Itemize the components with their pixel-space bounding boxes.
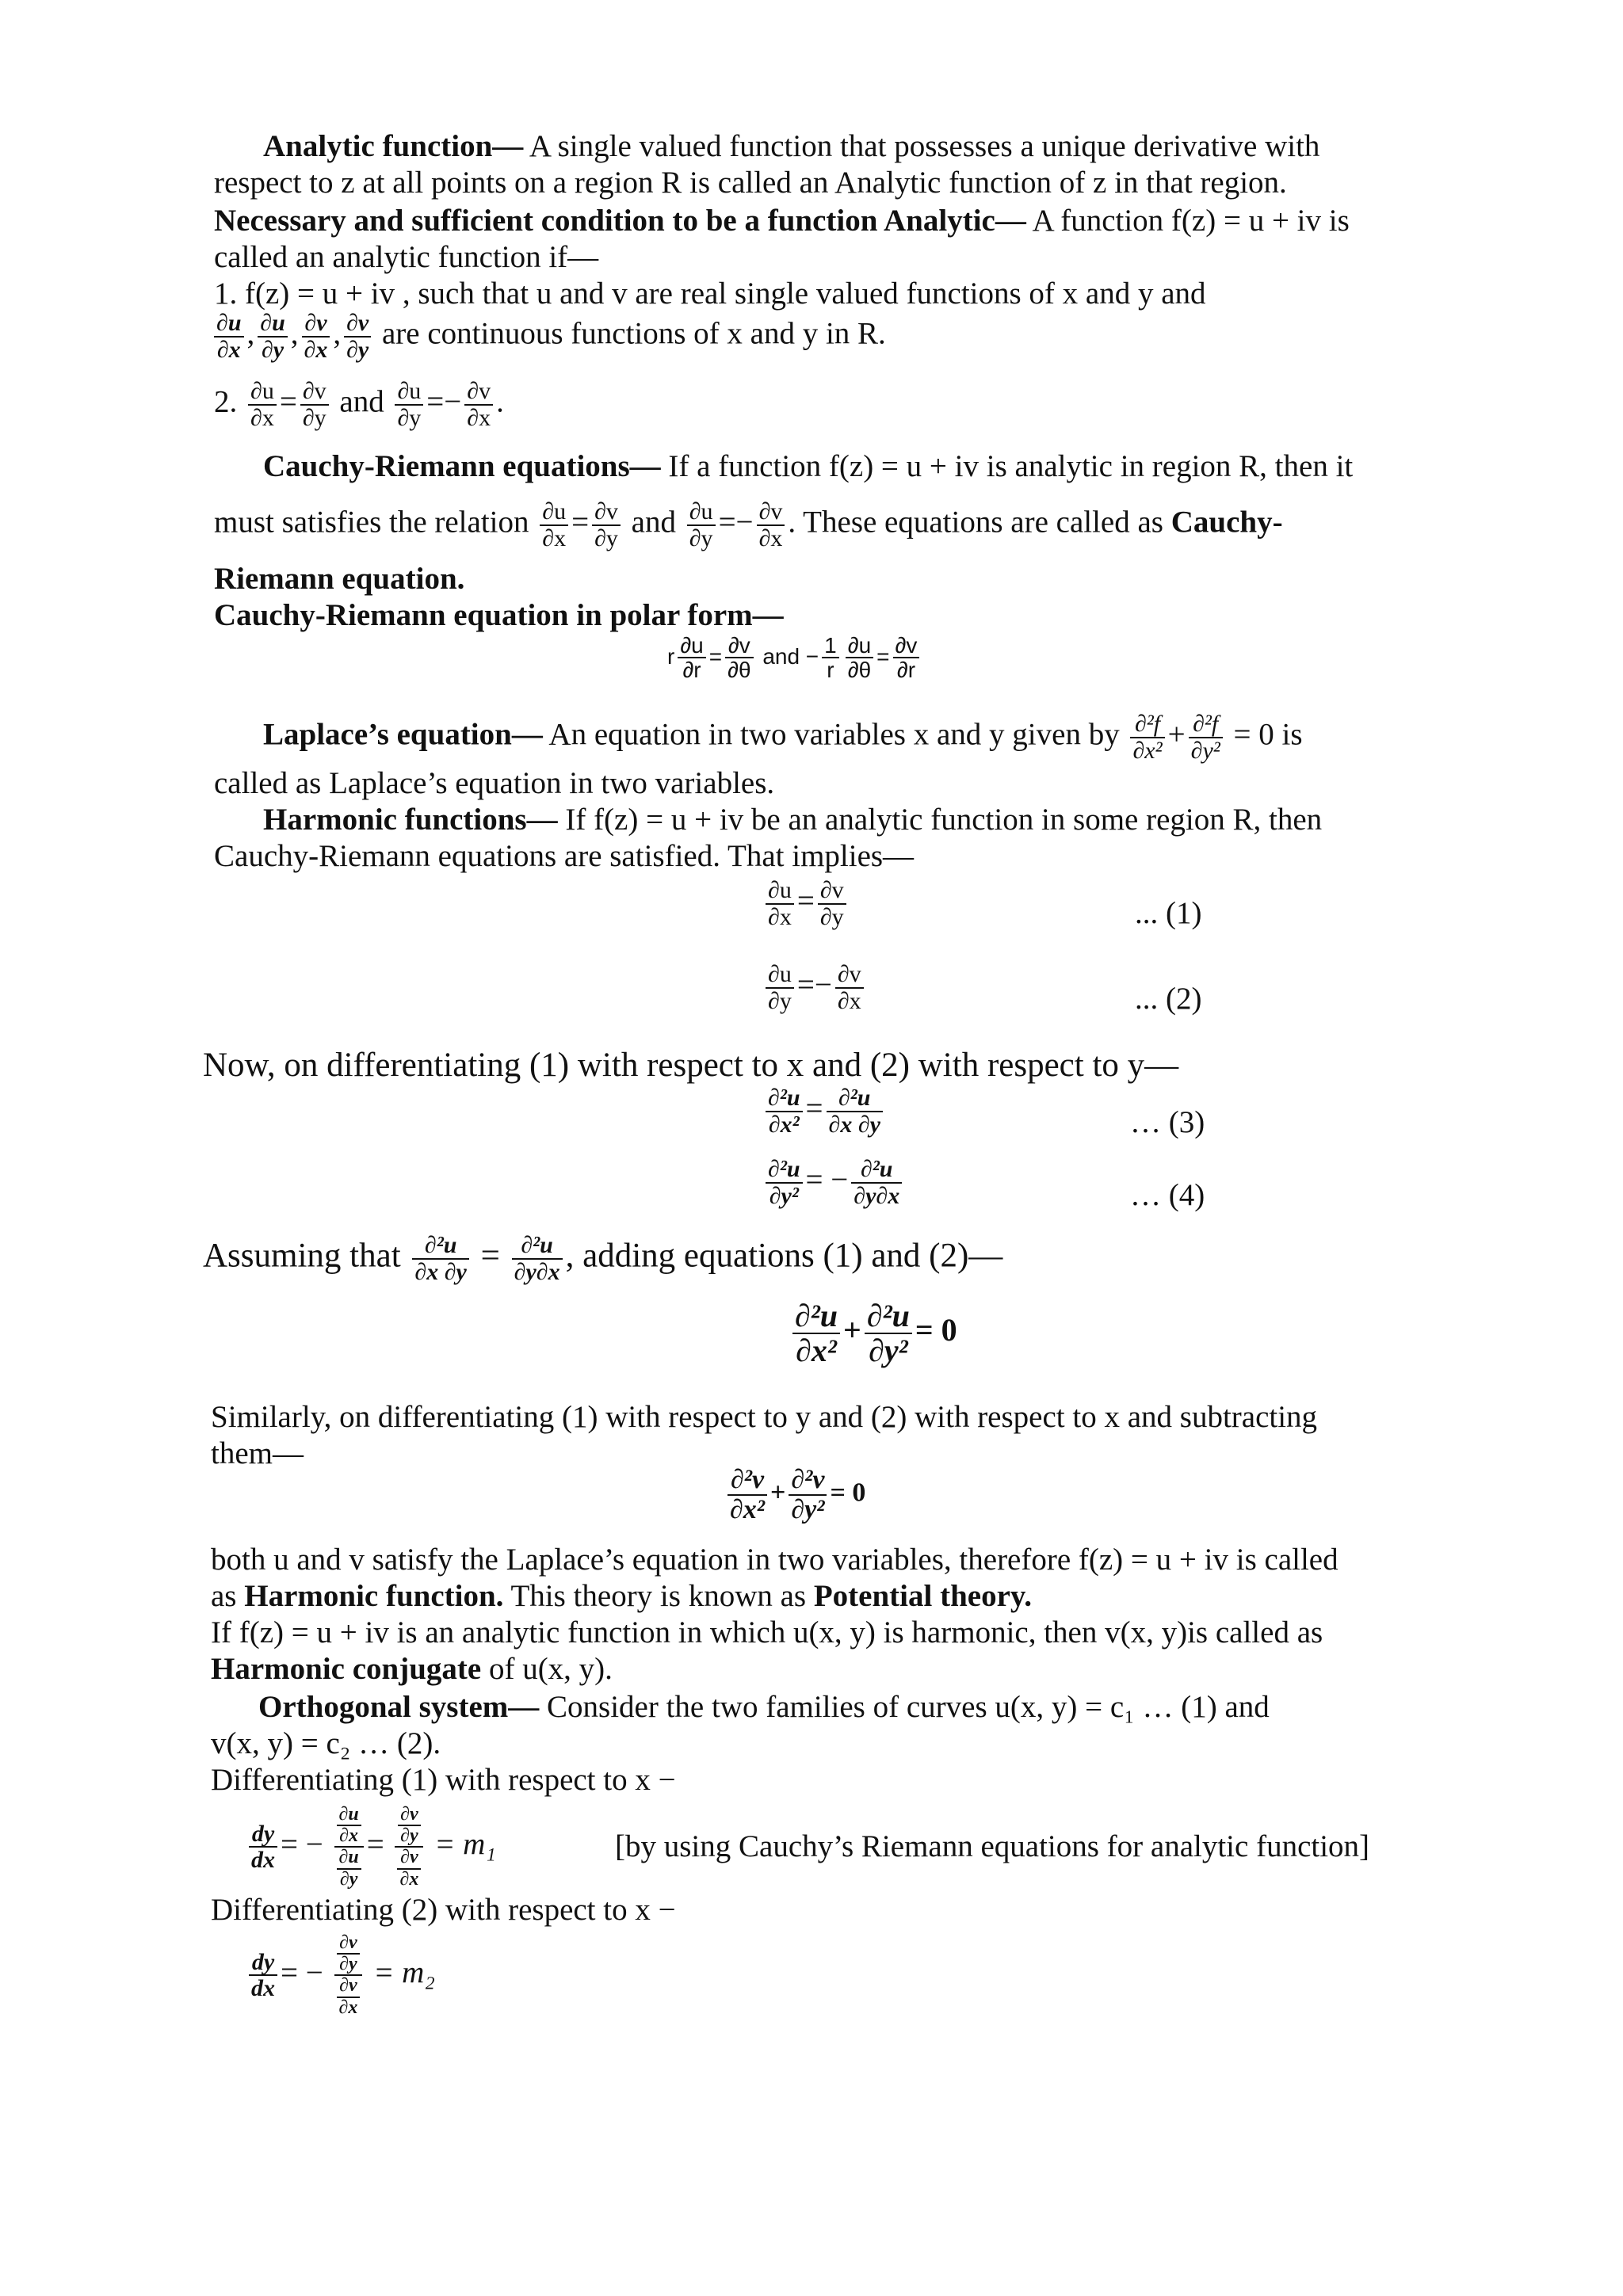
partial-u-x: $\frac{\partial u}{\partial x}$ — [214, 311, 244, 362]
condition-item-2: 2. $\frac{\partial u}{\partial x}$ = $\frac{\partial v}{\partial y}$ and $\frac{\partial u}{\partial y}$ =− $\frac{\partial v}{\partial x}$ . — [214, 378, 504, 431]
harmonic-eq-1: $\frac{\partial u}{\partial x}$ = $\frac{\partial v}{\partial y}$ — [762, 878, 850, 929]
condition-line-1 — [214, 203, 1350, 239]
partial-v-x: $\frac{\partial v}{\partial x}$ — [302, 311, 330, 362]
eq-label-3: … (3) — [1130, 1105, 1205, 1139]
harmonic-line-1: Harmonic functions— If f(z) = u + iv be an analytic function in some region R, then — [263, 803, 1323, 837]
analytic-term: Analytic function— — [263, 129, 524, 163]
laplace-line-1: Laplace’s equation— An equation in two variables x and y given by $\frac{\text{∂²f}}{\text{∂x²}}$ + $\frac{\text{∂²f}}{\text{∂y²}}$ = 0 is — [263, 711, 1303, 764]
condition-item-1: 1. f(z) = u + iv , such that u and v are real single valued functions of x and y and — [214, 277, 1206, 311]
laplace-v-equation: $\frac{\text{∂²v}}{\text{∂x²}}$ + $\frac{\text{∂²v}}{\text{∂y²}}$ = 0 — [724, 1466, 865, 1524]
polar-heading: Cauchy-Riemann equation in polar form— — [214, 598, 784, 632]
assume-line: Assuming that $\frac{\text{∂²u}}{\partial x \partial y}$ = $\frac{\text{∂²u}}{\partial y\partial x}$ , adding equations (1) and (2)— — [203, 1232, 1003, 1285]
eq-label-4: … (4) — [1130, 1178, 1205, 1212]
analytic-def-a: A single valued function that possesses a unique derivative with — [523, 129, 1320, 163]
harmonic-eq-2: $\frac{\partial u}{\partial y}$ =− $\frac{\partial v}{\partial x}$ — [762, 962, 867, 1013]
condition-item-1-partials: $\frac{\partial u}{\partial x}$ , $\frac{\partial u}{\partial y}$ , $\frac{\partial v}{\partial x}$ , $\frac{\partial v}{\partial y}$ are continuous functions of x and y in R. — [211, 311, 886, 362]
cr-eq-1: $\frac{\partial u}{\partial x}$ — [248, 379, 277, 430]
condition-text: A function f(z) = u + iv is — [1025, 204, 1350, 238]
conclusion-line-3: If f(z) = u + iv is an analytic function in which u(x, y) is harmonic, then v(x, y)is called as — [211, 1615, 1323, 1650]
cauchy-note: [by using Cauchy’s Riemann equations for analytic function] — [615, 1829, 1370, 1863]
conclusion-line-4: Harmonic conjugate of u(x, y). — [211, 1652, 613, 1686]
eq-label-1: ... (1) — [1135, 896, 1202, 930]
slope-m1-equation: $\frac{dy}{dx}$ = − $\frac{\frac{\partial u}{\partial x}}{\frac{\partial u}{\partial y}}$ = $\frac{\frac{\partial v}{\partial y}}{\frac{\partial v}{\partial x}}$ = m₁ — [246, 1805, 496, 1890]
slope-m2-equation: $\frac{dy}{dx}$ = − $\frac{\frac{\partial v}{\partial y}}{\frac{\partial v}{\partial x}}$ = m₂ — [246, 1933, 435, 2018]
harmonic-term: Harmonic functions— — [263, 803, 558, 837]
cauchy-line-2: must satisfies the relation $\frac{\partial u}{\partial x}$ = $\frac{\partial v}{\partial y}$ and $\frac{\partial u}{\partial y}$ =− $\frac{\partial v}{\partial x}$ . These equations are called as Cauchy- — [214, 498, 1283, 551]
condition-heading: Necessary and sufficient condition to be a function Analytic— — [214, 204, 1026, 238]
orthogonal-line-1: Orthogonal system— Consider the two families of curves u(x, y) = c₁ … (1) and — [258, 1690, 1270, 1724]
harmonic-eq-4: $\frac{\text{∂²u}}{\text{∂y²}}$ = − $\frac{\text{∂²u}}{\partial y\partial x}$ — [762, 1157, 905, 1208]
polar-equation: r $\frac{\partial u}{\partial r}$ = $\frac{\partial v}{\partial\theta}$ and − $\frac{1}{r}$ $\frac{\partial u}{\partial\theta}$ = $\frac{\partial v}{\partial r}$ — [667, 634, 922, 682]
eq-label-2: ... (2) — [1135, 982, 1202, 1016]
cauchy-line-3: Riemann equation. — [214, 562, 465, 596]
harmonic-line-2: Cauchy-Riemann equations are satisfied. That implies— — [214, 839, 915, 873]
laplace-line-2: called as Laplace’s equation in two variables. — [214, 766, 775, 800]
item1-tail: are continuous functions of x and y in R. — [382, 316, 886, 351]
laplace-term: Laplace’s equation— — [263, 717, 543, 752]
conclusion-line-1: both u and v satisfy the Laplace’s equation in two variables, therefore f(z) = u + iv is called — [211, 1543, 1338, 1577]
partial-u-y: $\frac{\partial u}{\partial y}$ — [258, 311, 288, 362]
similarly-line-1: Similarly, on differentiating (1) with respect to y and (2) with respect to x and subtracting — [211, 1400, 1318, 1434]
cauchy-term: Cauchy-Riemann equations— — [263, 449, 661, 483]
orthogonal-line-2: v(x, y) = c₂ … (2). — [211, 1726, 441, 1760]
cauchy-line-1: Cauchy-Riemann equations— If a function f(z) = u + iv is analytic in region R, then it — [263, 449, 1354, 483]
laplace-u-equation: $\frac{\text{∂²u}}{\text{∂x²}}$ + $\frac{\text{∂²u}}{\text{∂y²}}$ = 0 — [789, 1299, 957, 1367]
analytic-line-2: respect to z at all points on a region R is called an Analytic function of z in that region. — [214, 166, 1287, 200]
orthogonal-term: Orthogonal system— — [258, 1690, 540, 1724]
partial-v-y: $\frac{\partial v}{\partial y}$ — [344, 311, 371, 362]
orthogonal-diff-1: Differentiating (1) with respect to x − — [211, 1763, 676, 1797]
harmonic-eq-3: $\frac{\text{∂²u}}{\text{∂x²}}$ = $\frac{\text{∂²u}}{\partial x \partial y}$ — [762, 1085, 886, 1137]
similarly-line-2: them— — [211, 1436, 304, 1470]
conclusion-line-2: as Harmonic function. This theory is known as Potential theory. — [211, 1579, 1032, 1613]
diff-line: Now, on differentiating (1) with respect to x and (2) with respect to y— — [203, 1047, 1179, 1084]
condition-line-2: called an analytic function if— — [214, 240, 599, 274]
orthogonal-diff-2: Differentiating (2) with respect to x − — [211, 1893, 676, 1927]
analytic-line-1 — [263, 128, 1319, 165]
cr-eq-2: $\frac{\partial u}{\partial y}$ — [395, 379, 423, 430]
